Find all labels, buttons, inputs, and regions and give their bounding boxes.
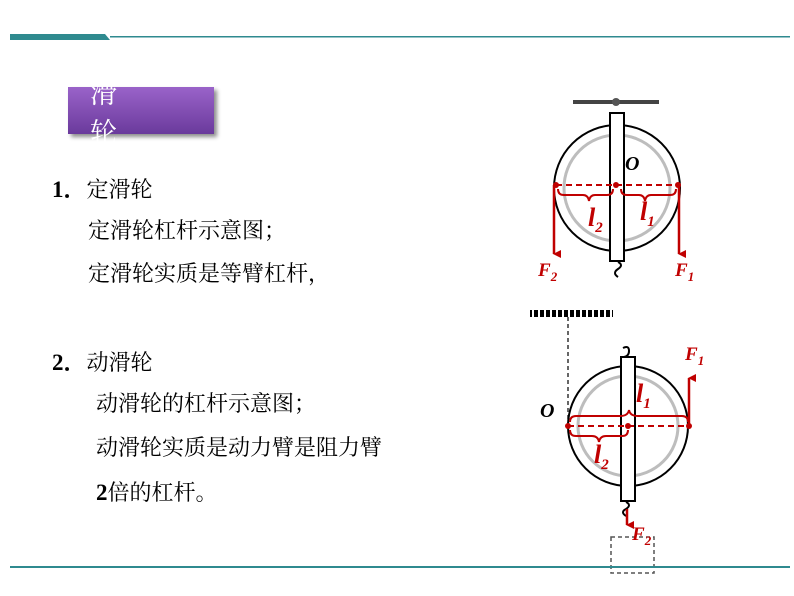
footer-rule [10, 566, 790, 568]
item-1-line-1: 定滑轮杠杆示意图； [88, 219, 287, 244]
item-1-title: 定滑轮 [86, 178, 153, 203]
force-f2-label: $F_2$ [632, 524, 652, 548]
fixed-pulley-diagram [537, 98, 694, 284]
hook-icon [612, 98, 620, 106]
movable-pulley-diagram [530, 310, 704, 573]
force-f2-label: $F_2$ [538, 260, 558, 284]
arm-l1-label: $l_1$ [636, 379, 651, 412]
force-f1-label: $F_1$ [675, 260, 695, 284]
item-2-multiple: 2 [96, 480, 108, 505]
lower-hook-icon [615, 262, 621, 277]
upper-hook-icon [623, 347, 629, 357]
item-2-line-3-text: 倍的杠杆。 [107, 481, 218, 506]
section-title: 滑 轮 [68, 87, 214, 134]
pivot-o-label: O [540, 400, 555, 422]
item-1-heading: 1．定滑轮 [52, 177, 153, 203]
item-2-line-1: 动滑轮的杠杆示意图； [96, 392, 317, 417]
item-2-title: 动滑轮 [86, 351, 153, 376]
item-2-number: 2 [52, 350, 64, 375]
item-1-line-2: 定滑轮实质是等臂杠杆， [88, 262, 331, 287]
item-2-line-2: 动滑轮实质是动力臂是阻力臂 [96, 436, 383, 461]
arm-l2-label: $l_2$ [594, 440, 609, 473]
ceiling-hatch [530, 310, 613, 317]
pivot-o-label: O [625, 153, 640, 175]
item-2-heading: 2．动滑轮 [52, 350, 153, 376]
arm-l2-label: $l_2$ [588, 203, 603, 236]
force-f1-label: $F_1$ [685, 344, 705, 368]
item-1-number: 1 [52, 177, 64, 202]
arm-l1-label: $l_1$ [640, 197, 655, 230]
